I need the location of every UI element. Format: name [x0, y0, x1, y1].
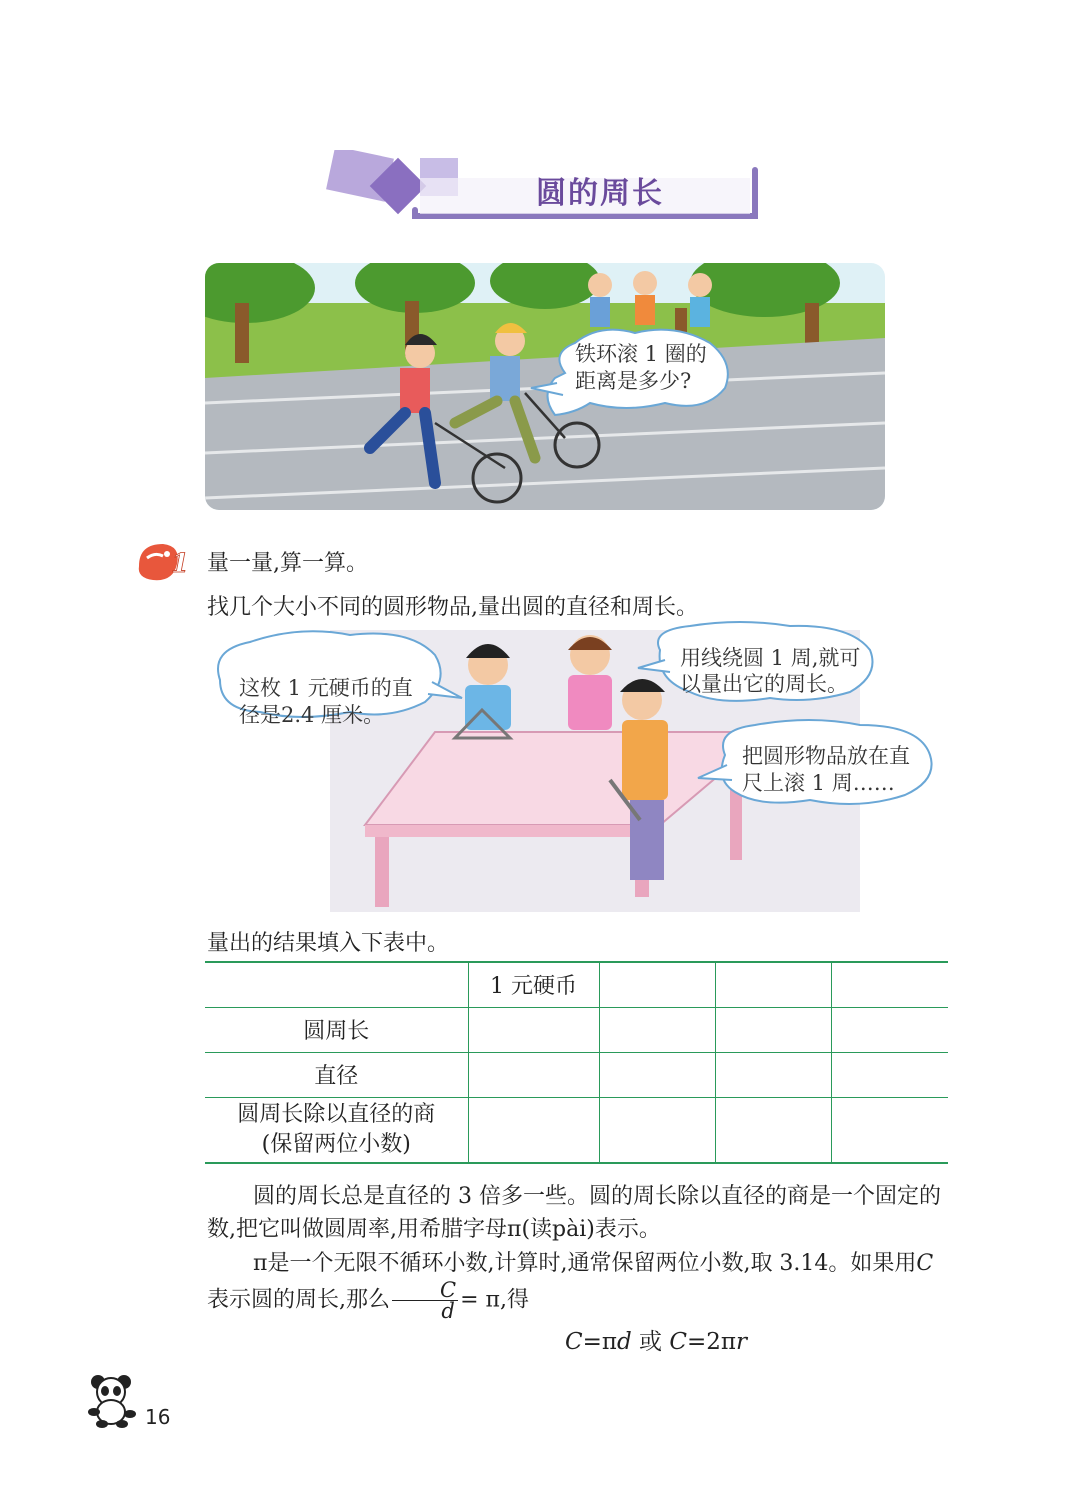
ruler-bubble-line1: 把圆形物品放在直 — [742, 744, 910, 768]
pi-approximation-paragraph — [207, 1247, 952, 1321]
exercise-number-icon — [133, 538, 189, 584]
fraction-numerator: C — [392, 1280, 458, 1301]
table-cell[interactable] — [831, 1097, 948, 1163]
row-label-circumference: 圆周长 — [205, 1007, 468, 1052]
table-row — [205, 1052, 948, 1097]
formula-or: 或 — [631, 1329, 670, 1355]
table-cell[interactable] — [831, 1052, 948, 1097]
table-cell[interactable] — [715, 962, 831, 1007]
formula-d: d — [617, 1329, 632, 1355]
measurement-table — [205, 961, 948, 1164]
row-label-diameter: 直径 — [205, 1052, 468, 1097]
panda-icon — [86, 1372, 138, 1428]
exercise-instruction: 找几个大小不同的圆形物品,量出圆的直径和周长。 — [207, 595, 698, 620]
pi-definition-paragraph: 圆的周长总是直径的 3 倍多一些。圆的周长除以直径的商是一个固定的数,把它叫做圆周率,用希腊字母π(读pài)表示。 — [207, 1184, 941, 1242]
table-cell — [205, 962, 468, 1007]
para2-text-a: π是一个无限不循环小数,计算时,通常保留两位小数,取 3.14。如果用 — [253, 1251, 917, 1276]
ruler-bubble-line2: 尺上滚 1 周…… — [742, 771, 895, 795]
table-cell[interactable] — [468, 1007, 599, 1052]
row-label-quotient — [205, 1097, 468, 1163]
formula-eq-2pi: =2π — [686, 1329, 736, 1355]
para2-var-c: C — [916, 1251, 934, 1276]
string-bubble-line1: 用线绕圆 1 周,就可 — [680, 646, 861, 670]
park-bubble-line2: 距离是多少? — [575, 369, 692, 393]
coin-bubble-line1: 这枚 1 元硬币的直 — [239, 676, 413, 700]
park-illustration — [205, 263, 885, 510]
table-cell[interactable] — [831, 962, 948, 1007]
formula-c1: C — [565, 1329, 583, 1355]
fraction-denominator: d — [441, 1299, 455, 1323]
formula-eq-pi: =π — [582, 1329, 617, 1355]
exercise-number: 1 — [171, 549, 189, 579]
para2-text-tail: = π,得 — [460, 1287, 529, 1313]
page-number: 16 — [145, 1405, 171, 1429]
formula-r: r — [736, 1329, 747, 1355]
table-cell[interactable] — [715, 1052, 831, 1097]
table-cell[interactable] — [715, 1097, 831, 1163]
formula-c2: C — [669, 1329, 687, 1355]
table-cell[interactable] — [599, 1052, 715, 1097]
table-cell[interactable] — [599, 1097, 715, 1163]
table-cell[interactable] — [715, 1007, 831, 1052]
park-bubble-line1: 铁环滚 1 圈的 — [575, 342, 707, 366]
table-cell[interactable] — [599, 962, 715, 1007]
row-label-quotient-line2: (保留两位小数) — [261, 1131, 411, 1157]
fill-instruction: 量出的结果填入下表中。 — [207, 931, 450, 956]
circumference-formula — [565, 1323, 747, 1356]
table-row — [205, 1097, 948, 1163]
table-cell[interactable] — [831, 1007, 948, 1052]
table-cell[interactable] — [468, 1052, 599, 1097]
para2-text-b: 表示圆的周长,那么 — [207, 1287, 390, 1313]
table-header-coin: 1 元硬币 — [468, 962, 599, 1007]
coin-bubble-line2: 径是2.4 厘米。 — [239, 703, 385, 727]
row-label-quotient-line1: 圆周长除以直径的商 — [237, 1101, 436, 1127]
table-cell[interactable] — [599, 1007, 715, 1052]
exercise-heading: 量一量,算一算。 — [207, 551, 368, 576]
table-row — [205, 1007, 948, 1052]
table-header-row — [205, 962, 948, 1007]
string-bubble-line2: 以量出它的周长。 — [680, 672, 848, 696]
table-cell[interactable] — [468, 1097, 599, 1163]
page-title: 圆的周长 — [536, 176, 664, 211]
c-over-d-fraction — [392, 1280, 458, 1321]
